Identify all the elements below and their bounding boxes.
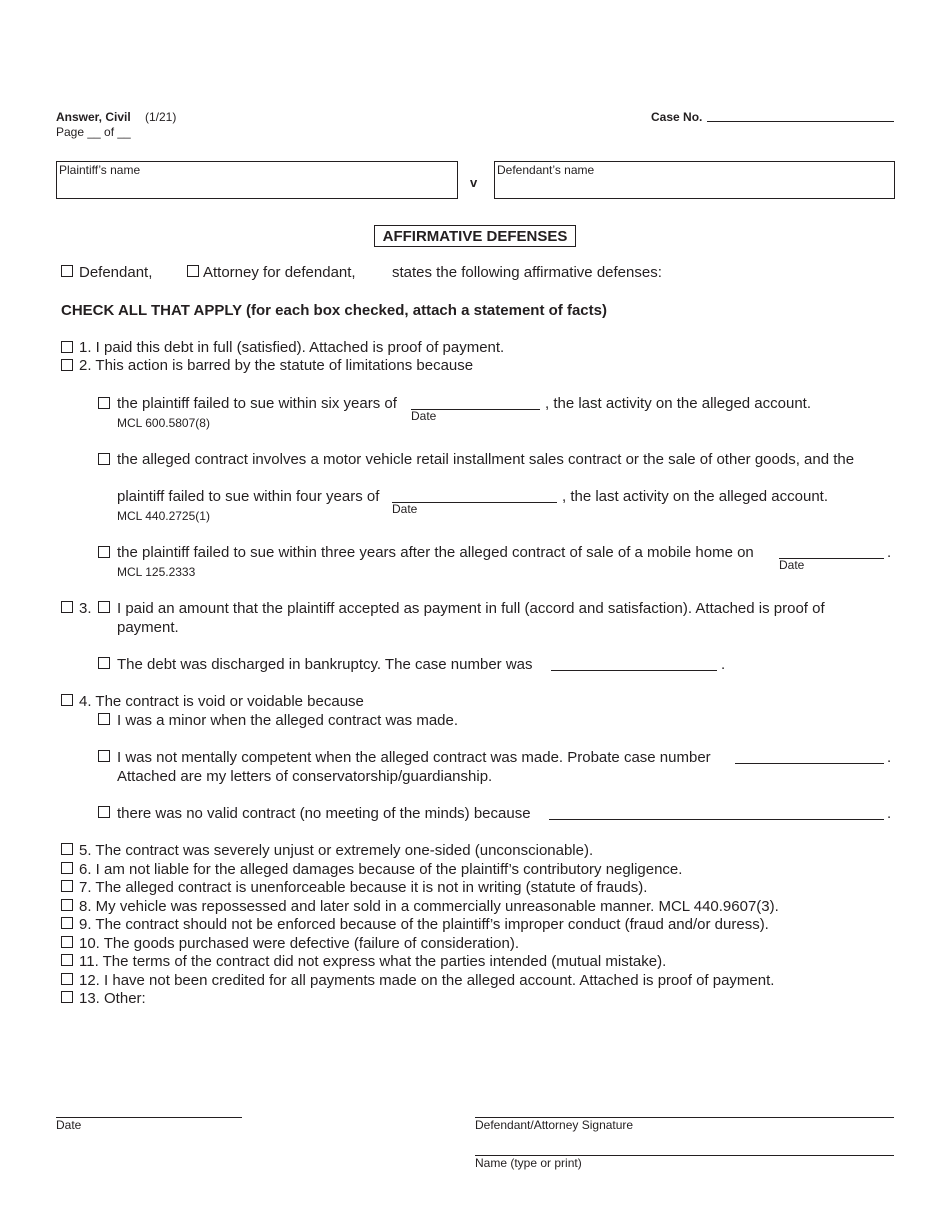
defense-4c-tail: . [887, 805, 892, 822]
defense-4-text: 4. The contract is void or voidable because [79, 693, 364, 710]
defense-11-text: 11. The terms of the contract did not express what the parties intended (mutual mistake). [79, 953, 667, 970]
defense-8-checkbox[interactable] [61, 899, 73, 911]
page-number: Page __ of __ [56, 125, 131, 139]
defense-1-checkbox[interactable] [61, 341, 73, 353]
defense-2a-date-label: Date [411, 409, 437, 423]
defense-4c-checkbox[interactable] [98, 806, 110, 818]
filer-statement: states the following affirmative defenses: [392, 264, 662, 281]
defense-3-number: 3. [79, 600, 92, 617]
no-valid-contract-reason-field[interactable] [549, 819, 884, 820]
defense-2a-checkbox[interactable] [98, 397, 110, 409]
form-title: Answer, Civil [56, 110, 131, 124]
defense-9-text: 9. The contract should not be enforced because of the plaintiff’s improper conduct (fraud and/or duress). [79, 916, 769, 933]
defendant-name-label: Defendant’s name [497, 163, 595, 177]
defense-3b-text: The debt was discharged in bankruptcy. The case number was [117, 656, 533, 673]
bankruptcy-case-number-field[interactable] [551, 670, 717, 671]
defense-10-checkbox[interactable] [61, 936, 73, 948]
defense-2c-text: the plaintiff failed to sue within three years after the alleged contract of sale of a mobile home on [117, 544, 754, 561]
defense-9-checkbox[interactable] [61, 917, 73, 929]
defense-13-checkbox[interactable] [61, 991, 73, 1003]
form-version: (1/21) [145, 110, 177, 124]
defendant-label: Defendant, [79, 264, 153, 281]
defense-5-checkbox[interactable] [61, 843, 73, 855]
defense-4b-text-1: I was not mentally competent when the alleged contract was made. Probate case number [117, 749, 711, 766]
defense-4a-text: I was a minor when the alleged contract was made. [117, 712, 459, 729]
defense-5-text: 5. The contract was severely unjust or extremely one-sided (unconscionable). [79, 842, 594, 859]
defense-7-text: 7. The alleged contract is unenforceable because it is not in writing (statute of frauds). [79, 879, 648, 896]
defense-2b-text-1: the alleged contract involves a motor vehicle retail installment sales contract or the sale of other goods, and the [117, 451, 855, 468]
defense-2c-date-label: Date [779, 558, 805, 572]
defense-4b-tail: . [887, 749, 892, 766]
date-label: Date [56, 1118, 82, 1132]
defense-3a-text-1: I paid an amount that the plaintiff accepted as payment in full (accord and satisfaction). Attached is proof of [117, 600, 825, 617]
defense-10-text: 10. The goods purchased were defective (failure of consideration). [79, 935, 519, 952]
instruction: CHECK ALL THAT APPLY (for each box checked, attach a statement of facts) [61, 302, 607, 319]
defense-1-text: 1. I paid this debt in full (satisfied). Attached is proof of payment. [79, 339, 505, 356]
defense-6-text: 6. I am not liable for the alleged damages because of the plaintiff’s contributory negligence. [79, 861, 683, 878]
defense-12-text: 12. I have not been credited for all payments made on the alleged account. Attached is proof of payment. [79, 972, 775, 989]
defense-2a-citation: MCL 600.5807(8) [117, 416, 210, 430]
defense-7-checkbox[interactable] [61, 880, 73, 892]
defense-2b-citation: MCL 440.2725(1) [117, 509, 210, 523]
attorney-label: Attorney for defendant, [203, 264, 356, 281]
section-title-box [374, 225, 576, 247]
defendant-checkbox[interactable] [61, 265, 73, 277]
case-no-field[interactable] [707, 121, 894, 122]
versus-label: v [470, 175, 478, 190]
defense-11-checkbox[interactable] [61, 954, 73, 966]
defense-2a-tail: , the last activity on the alleged account. [545, 395, 811, 412]
case-no-label: Case No. [651, 110, 703, 124]
defense-2-checkbox[interactable] [61, 359, 73, 371]
defense-12-checkbox[interactable] [61, 973, 73, 985]
defense-2c-checkbox[interactable] [98, 546, 110, 558]
defense-2a-text: the plaintiff failed to sue within six years of [117, 395, 397, 412]
defense-8-text: 8. My vehicle was repossessed and later sold in a commercially unreasonable manner. MCL 440.9607(3). [79, 898, 779, 915]
defense-2c-tail: . [887, 544, 892, 561]
probate-case-number-field[interactable] [735, 763, 884, 764]
defense-6-checkbox[interactable] [61, 862, 73, 874]
defense-3b-tail: . [721, 656, 726, 673]
defense-4c-text: there was no valid contract (no meeting of the minds) because [117, 805, 531, 822]
name-label: Name (type or print) [475, 1156, 582, 1170]
defense-2c-citation: MCL 125.2333 [117, 565, 196, 579]
defense-2b-date-label: Date [392, 502, 418, 516]
plaintiff-name-field[interactable] [56, 161, 458, 199]
defendant-name-field[interactable] [494, 161, 895, 199]
signature-label: Defendant/Attorney Signature [475, 1118, 634, 1132]
defense-4-checkbox[interactable] [61, 694, 73, 706]
date-signature-field[interactable] [56, 1117, 242, 1118]
defense-2b-tail: , the last activity on the alleged account. [562, 488, 828, 505]
defense-4a-checkbox[interactable] [98, 713, 110, 725]
defense-3a-text-2: payment. [117, 619, 179, 636]
defense-13-text: 13. Other: [79, 990, 146, 1007]
defense-4b-text-2: Attached are my letters of conservatorship/guardianship. [117, 768, 493, 785]
defense-3a-checkbox[interactable] [98, 601, 110, 613]
section-title: AFFIRMATIVE DEFENSES [382, 228, 568, 245]
defense-2b-checkbox[interactable] [98, 453, 110, 465]
defense-3-checkbox[interactable] [61, 601, 73, 613]
defense-2-text: 2. This action is barred by the statute of limitations because [79, 357, 474, 374]
defense-4b-checkbox[interactable] [98, 750, 110, 762]
plaintiff-name-label: Plaintiff’s name [59, 163, 141, 177]
defense-3b-checkbox[interactable] [98, 657, 110, 669]
attorney-checkbox[interactable] [187, 265, 199, 277]
defense-2b-text-2: plaintiff failed to sue within four years of [117, 488, 380, 505]
